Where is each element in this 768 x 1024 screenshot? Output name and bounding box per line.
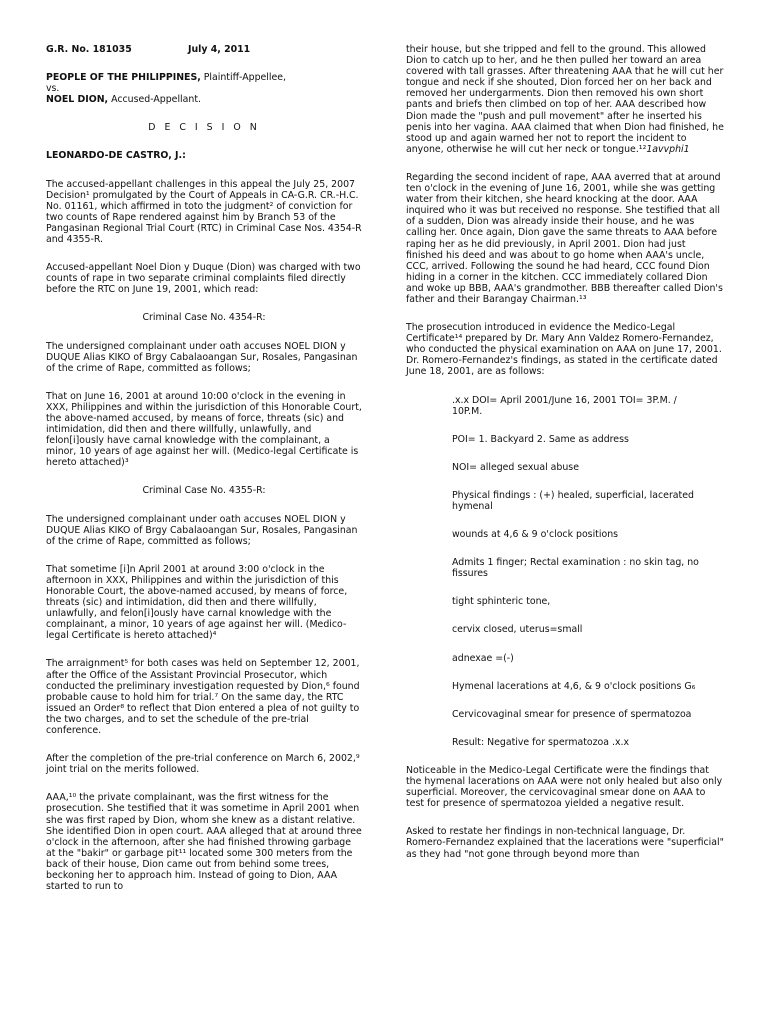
medico-finding: Admits 1 finger; Rectal examination : no skin tag, no fissures: [452, 557, 699, 580]
accused-name: NOEL DION,: [46, 94, 109, 106]
medico-finding: adnexae =(-): [452, 652, 514, 664]
medico-finding: Physical findings : (+) healed, superficial, lacerated hymenal: [452, 489, 694, 512]
versus: vs.: [46, 83, 60, 95]
paragraph-text: their house, but she tripped and fell to the ground. This allowed Dion to catch up to her, and he then pulled her toward an area covered with tall grasses. After threatening AAA that he will cut her tongue and neck if she shouted, Dion forced her on her back and removed her undergarments. Dion then removed his own short pants and briefs then climbed on top of her. AAA described how Dion made the "push and pull movement" after he inserted his penis into her vagina. AAA claimed that when Dion had finished, he stood up and again warned her not to report the incident to anyone, otherwise he will cut her neck or tongue.¹²: [406, 44, 724, 155]
decision-heading: D E C I S I O N: [148, 122, 260, 134]
left-column: [46, 44, 362, 909]
medico-finding: Result: Negative for spermatozoa .x.x: [452, 736, 630, 748]
gr-number: G.R. No. 181035: [46, 44, 132, 55]
plaintiff-role: Plaintiff-Appellee,: [200, 72, 287, 84]
paragraph: Noticeable in the Medico-Legal Certificate were the findings that the hymenal lacerations on AAA were not only healed but also only superficial. Moreover, the cervicovaginal smear done on AAA to test for presence of spermatozoa yielded a negative result.: [406, 764, 723, 810]
medico-finding: wounds at 4,6 & 9 o'clock positions: [452, 529, 619, 541]
plaintiff-name: PEOPLE OF THE PHILIPPINES,: [46, 72, 201, 84]
case-title: Criminal Case No. 4354-R:: [142, 312, 266, 324]
ponente: LEONARDO-DE CASTRO, J.:: [46, 150, 186, 162]
paragraph: That on June 16, 2001 at around 10:00 o'clock in the evening in XXX, Philippines and within the jurisdiction of this Honorable Court, the above-named accused, by means of force, threats (sic) and intimidation, did then and there willfully, unlawfully, and felon[i]ously have carnal knowledge with the complainant, a minor, 10 years of age against her will. (Medico-legal Certificate is hereto attached)³: [46, 390, 362, 469]
case-header: [46, 44, 362, 55]
paragraph: The undersigned complainant under oath accuses NOEL DION y DUQUE Alias KIKO of Brgy Cabalaoangan Sur, Rosales, Pangasinan of the crime of Rape, committed as follows;: [46, 340, 358, 374]
medico-finding: .x.x DOI= April 2001/June 16, 2001 TOI= 3P.M. / 10P.M.: [452, 394, 677, 417]
paragraph-tail: 1avvphi1: [646, 143, 690, 155]
paragraph: Regarding the second incident of rape, AAA averred that at around ten o'clock in the evening of June 16, 2001, while she was getting water from their kitchen, she heard knocking at the door. AAA inquired who it was but received no response. She testified that all of a sudden, Dion was already inside their house, and he was calling her. 0nce again, Dion gave the same threats to AAA before raping her as he did previously, in April 2001. Dion had just finished his deed and was about to go home when AAA's uncle, CCC, arrived. Following the sound he had heard, CCC found Dion hiding in a corner in the kitchen. CCC immediately collared Dion and woke up BBB, AAA's grandmother. BBB thereafter called Dion's father and their Barangay Chairman.¹³: [406, 171, 723, 305]
paragraph: The accused-appellant challenges in this appeal the July 25, 2007 Decision¹ promulgated by the Court of Appeals in CA-G.R. CR.-H.C. No. 01161, which affirmed in toto the judgment² of conviction for two counts of Rape rendered against him by Branch 53 of the Pangasinan Regional Trial Court (RTC) in Criminal Case Nos. 4354-R and 4355-R.: [46, 178, 362, 246]
paragraph: Accused-appellant Noel Dion y Duque (Dion) was charged with two counts of rape in two separate criminal complaints filed directly before the RTC on June 19, 2001, which read:: [46, 262, 361, 296]
accused-role: Accused-Appellant.: [108, 94, 202, 106]
parties: [46, 72, 362, 105]
paragraph: The prosecution introduced in evidence the Medico-Legal Certificate¹⁴ prepared by Dr. Mary Ann Valdez Romero-Fernandez, who conducted the physical examination on AAA on June 17, 2001. Dr. Romero-Fernandez's findings, as stated in the certificate dated June 18, 2001, are as follows:: [406, 322, 722, 378]
paragraph: The arraignment⁵ for both cases was held on September 12, 2001, after the Office of the Assistant Provincial Prosecutor, which conducted the preliminary investigation requested by Dion,⁶ found probable cause to hold him for trial.⁷ On the same day, the RTC issued an Order⁸ to reflect that Dion entered a plea of not guilty to the two charges, and to set the schedule of the pre-trial conference.: [46, 658, 360, 737]
medico-finding: cervix closed, uterus=small: [452, 624, 583, 636]
paragraph: AAA,¹⁰ the private complainant, was the first witness for the prosecution. She testified that it was sometime in April 2001 when she was first raped by Dion, whom she knew as a distant relative. She identified Dion in open court. AAA alleged that at around three o'clock in the afternoon, after she had finished throwing garbage at the "bakir" or garbage pit¹¹ located some 300 meters from the back of their house, Dion came out from behind some trees, beckoning her to approach him. Instead of going to Dion, AAA started to run to: [46, 792, 362, 893]
paragraph: [406, 44, 724, 155]
medico-finding: Hymenal lacerations at 4,6, & 9 o'clock positions G₆: [452, 680, 696, 692]
paragraph: That sometime [i]n April 2001 at around 3:00 o'clock in the afternoon in XXX, Philippines and within the jurisdiction of this Honorable Court, the above-named accused, by means of force, threats (sic) and intimidation, did then and there willfully, unlawfully, and felon[i]ously have carnal knowledge with the complainant, a minor, 10 years of age against her will. (Medico-legal Certificate is hereto attached)⁴: [46, 563, 348, 642]
paragraph: After the completion of the pre-trial conference on March 6, 2002,⁹ joint trial on the merits followed.: [46, 753, 360, 776]
medico-finding: tight sphinteric tone,: [452, 596, 551, 608]
paragraph: Asked to restate her findings in non-technical language, Dr. Romero-Fernandez explained that the lacerations were "superficial" as they had "not gone through beyond more than: [406, 826, 724, 860]
medico-finding: POI= 1. Backyard 2. Same as address: [452, 433, 629, 445]
medico-finding: Cervicovaginal smear for presence of spermatozoa: [452, 708, 692, 720]
medico-finding: NOI= alleged sexual abuse: [452, 461, 579, 473]
decision-date: July 4, 2011: [188, 44, 251, 55]
case-title: Criminal Case No. 4355-R:: [142, 485, 266, 497]
paragraph: The undersigned complainant under oath accuses NOEL DION y DUQUE Alias KIKO of Brgy Cabalaoangan Sur, Rosales, Pangasinan of the crime of Rape, committed as follows;: [46, 513, 358, 547]
right-column: [406, 44, 724, 877]
